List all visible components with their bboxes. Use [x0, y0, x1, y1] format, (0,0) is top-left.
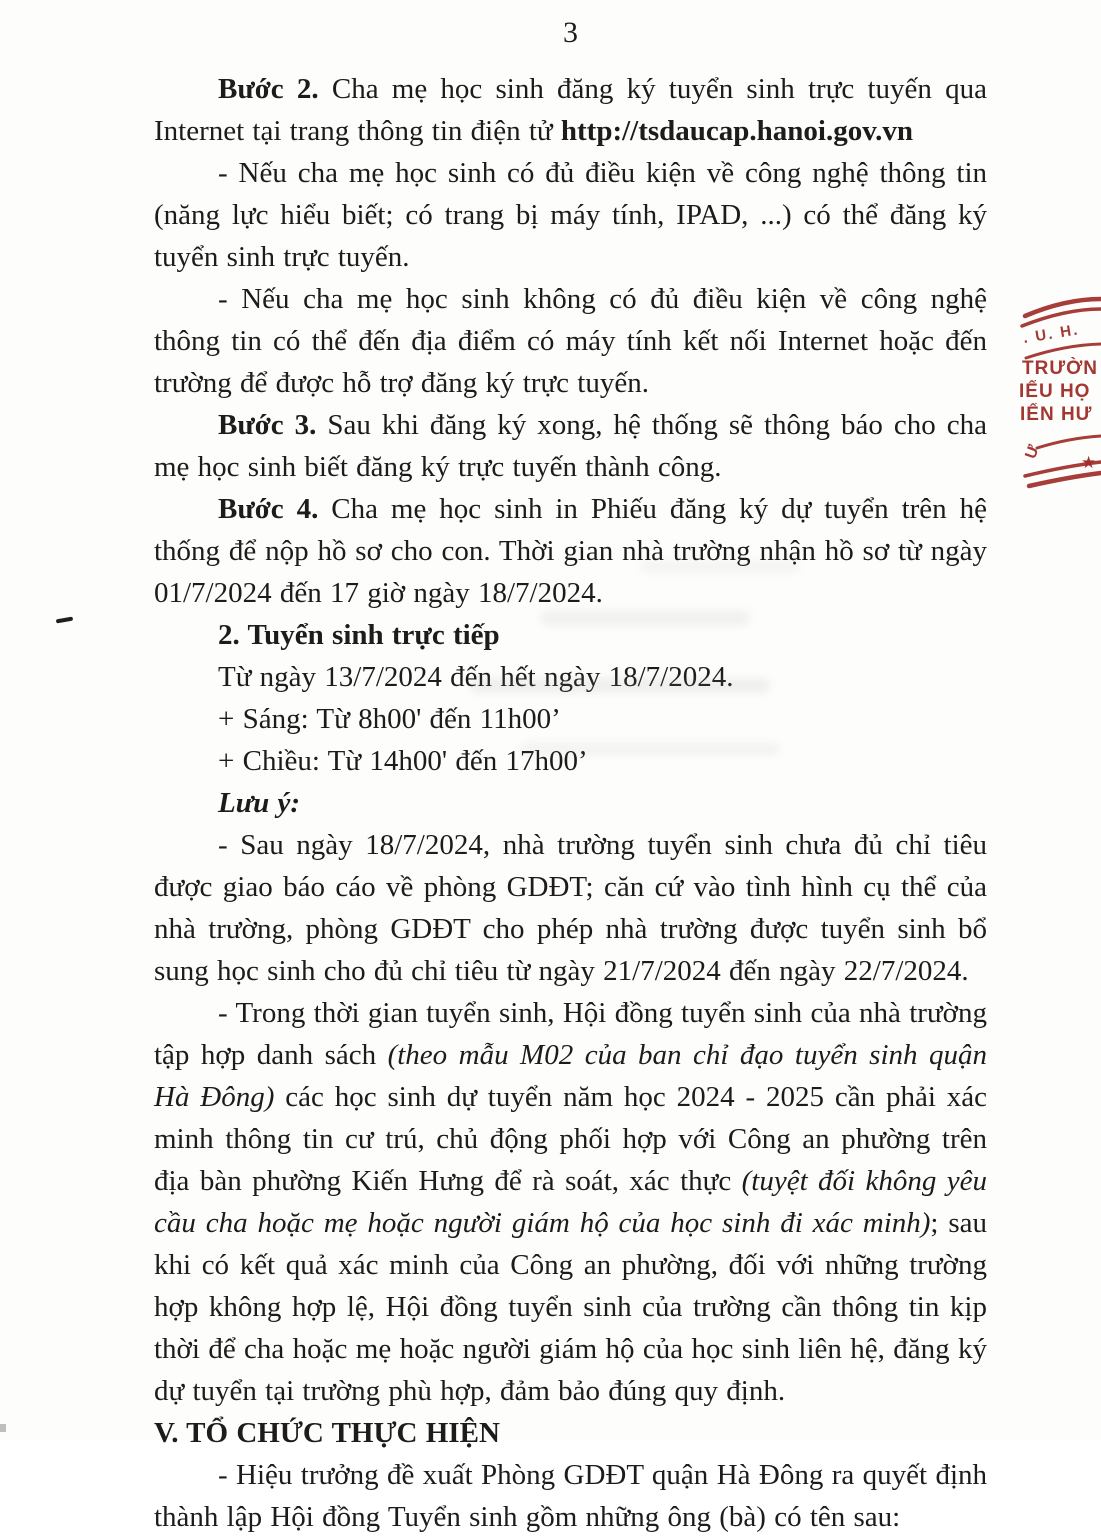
text-run: 2. Tuyển sinh trực tiếp [218, 619, 500, 651]
text-run: Cha mẹ học sinh in Phiếu đăng ký dự tuyển trên hệ thống để nộp hồ sơ cho con. Thời gian nhà trường nhận hồ sơ từ ngày 01/7/2024 đến 17 giờ ngày 18/7/2024. [154, 493, 987, 609]
stamp-graphic [1021, 296, 1101, 496]
stamp-outer-arc-bottom-2 [1029, 473, 1101, 486]
paragraph [154, 1454, 987, 1538]
text-run: Từ ngày 13/7/2024 đến hết ngày 18/7/2024. [218, 661, 734, 693]
paragraph [154, 782, 987, 824]
page-number: 3 [563, 16, 578, 49]
paragraph [154, 68, 987, 152]
text-run: Lưu ý: [218, 787, 300, 819]
document-body [154, 68, 987, 1538]
bleed-through-smudge [520, 742, 780, 756]
stamp-lower-letter-fragment: Ư [1022, 442, 1043, 462]
text-run: (tuyệt đối không yêu cầu cha hoặc mẹ hoặc người giám hộ của học sinh đi xác minh) [154, 1165, 988, 1239]
stamp-inner-arc-top [1026, 344, 1101, 358]
section-heading [154, 1412, 987, 1454]
text-run: Bước 4. [218, 493, 319, 525]
text-run: + Chiều: Từ 14h00' đến 17h00’ [218, 745, 588, 777]
text-run: ; sau khi có kết quả xác minh của Công an phường, đối với những trường hợp không hợp lệ, Hội đồng tuyển sinh của trường cần thông tin kịp thời để cha hoặc mẹ hoặc người giám hộ của học sinh liên hệ, đăng ký dự tuyển tại trường phù hợp, đảm bảo đúng quy định. [154, 1207, 987, 1407]
paragraph [154, 152, 987, 278]
paragraph [154, 278, 987, 404]
paragraph [154, 992, 987, 1412]
text-run: V. TỔ CHỨC THỰC HIỆN [154, 1417, 500, 1449]
official-red-stamp [1021, 296, 1101, 496]
text-run: Bước 3. [218, 409, 317, 441]
text-run: - Hiệu trưởng đề xuất Phòng GDĐT quận Hà Đông ra quyết định thành lập Hội đồng Tuyển sinh gồm những ông (bà) có tên sau: [154, 1459, 987, 1533]
text-run: Sau khi đăng ký xong, hệ thống sẽ thông báo cho cha mẹ học sinh biết đăng ký trực tuyến thành công. [154, 409, 987, 483]
paragraph [154, 488, 987, 614]
stamp-text-fragment-2: IỂU HỌ [1019, 381, 1091, 402]
stamp-text-fragment-3: IẾN HƯ [1020, 404, 1093, 425]
paragraph [154, 404, 987, 488]
text-run: các học sinh dự tuyển năm học 2024 - 2025 cần phải xác minh thông tin cư trú, chủ động phối hợp với Công an phường trên địa bàn phường Kiến Hưng để rà soát, xác thực [154, 1081, 987, 1197]
bleed-through-smudge [470, 678, 770, 693]
scan-speck-artifact [0, 1424, 6, 1432]
paragraph [154, 824, 987, 992]
bleed-through-smudge [640, 560, 800, 573]
bleed-through-smudge [540, 610, 750, 626]
paragraph [154, 698, 987, 740]
stamp-arc-text-fragment: . U. H. [1021, 321, 1081, 347]
text-run: (theo mẫu M02 của ban chỉ đạo tuyển sinh quận Hà Đông) [154, 1039, 987, 1113]
text-run: http://tsdaucap.hanoi.gov.vn [560, 115, 914, 147]
text-run: - Sau ngày 18/7/2024, nhà trường tuyển sinh chưa đủ chỉ tiêu được giao báo cáo về phòng GDĐT; căn cứ vào tình hình cụ thể của nhà trường, phòng GDĐT cho phép nhà trường được tuyển sinh bổ sung học sinh cho đủ chỉ tiêu từ ngày 21/7/2024 đến ngày 22/7/2024. [154, 829, 987, 987]
pen-mark-artifact [56, 617, 73, 624]
stamp-inner-arc-bottom [1037, 436, 1101, 448]
text-run: - Nếu cha mẹ học sinh không có đủ điều kiện về công nghệ thông tin có thể đến địa điểm có máy tính kết nối Internet hoặc đến trường để được hỗ trợ đăng ký trực tuyến. [154, 283, 987, 399]
text-run: - Trong thời gian tuyển sinh, Hội đồng tuyển sinh của nhà trường tập hợp danh sách [154, 997, 987, 1071]
text-run: Bước 2. [218, 73, 319, 105]
stamp-text-fragment-1: TRƯỜN [1022, 358, 1099, 379]
text-run: Cha mẹ học sinh đăng ký tuyển sinh trực tuyến qua Internet tại trang thông tin điện tử [154, 73, 987, 147]
stamp-star-icon: ★ [1081, 453, 1097, 472]
text-run: + Sáng: Từ 8h00' đến 11h00’ [218, 703, 561, 735]
text-run: - Nếu cha mẹ học sinh có đủ điều kiện về công nghệ thông tin (năng lực hiểu biết; có trang bị máy tính, IPAD, ...) có thể đăng ký tuyển sinh trực tuyến. [154, 157, 987, 273]
